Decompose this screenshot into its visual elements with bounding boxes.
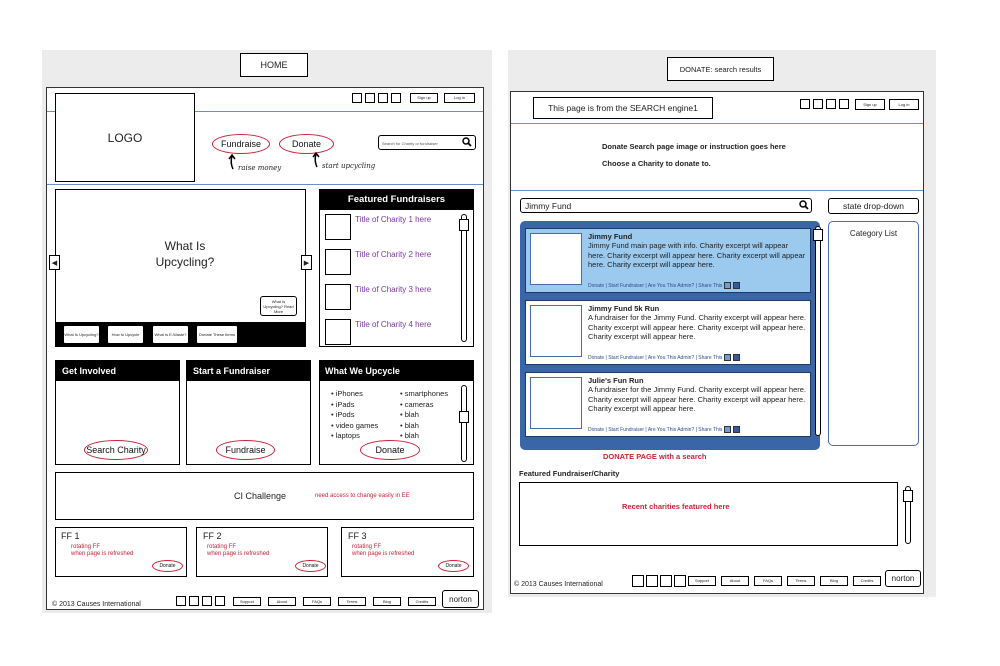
search-icon[interactable] (799, 200, 809, 210)
footer-link[interactable]: About (721, 576, 749, 586)
result-thumbnail (530, 377, 582, 429)
start-upcycling-note: start upcycling (322, 162, 376, 170)
signup-button[interactable]: Sign up (410, 93, 438, 103)
charity-thumbnail[interactable] (325, 284, 351, 310)
ff-note-line: rotating FF (71, 544, 101, 550)
social-square[interactable] (202, 596, 212, 606)
what-we-upcycle-heading: What We Upcycle (319, 360, 474, 381)
list-item: • iPads (331, 399, 355, 409)
home-tag: HOME (240, 53, 308, 77)
footer-link[interactable]: Blog (820, 576, 848, 586)
logo: LOGO (55, 93, 195, 182)
social-square[interactable] (378, 93, 388, 103)
upcycle-list (331, 389, 378, 442)
home-header-bottom-line (47, 184, 483, 185)
social-square[interactable] (352, 93, 362, 103)
list-item: • iPods (331, 410, 355, 419)
footer-link[interactable]: Support (233, 597, 261, 606)
featured-box (519, 482, 898, 546)
hero-tab[interactable]: What Is Upcycling? (63, 325, 100, 344)
result-links-text[interactable]: Donate | Start Fundraiser | Are You This Admin? | Share This (588, 426, 723, 433)
charity-title-link[interactable]: Title of Charity 2 here (355, 250, 432, 259)
social-square[interactable] (800, 99, 810, 109)
hero-title-line: Upcycling? (155, 255, 215, 269)
result-title[interactable]: Jimmy Fund 5k Run (588, 304, 660, 313)
hero-tab[interactable]: How to Upcycle (107, 325, 144, 344)
copyright: © 2013 Causes International (52, 601, 141, 608)
social-square[interactable] (646, 575, 658, 587)
social-square[interactable] (839, 99, 849, 109)
hero-title-line: What Is (164, 239, 206, 253)
ff-note (207, 544, 269, 558)
ci-challenge-note: need access to change easily in EE (315, 493, 410, 499)
donate-page-note: DONATE PAGE with a search (603, 452, 707, 461)
charity-title-link[interactable]: Title of Charity 1 here (355, 215, 432, 224)
social-square[interactable] (215, 596, 225, 606)
donate-instruction: Donate Search page image or instruction goes here (602, 142, 786, 151)
raise-money-note: raise money (238, 164, 282, 172)
result-title[interactable]: Julie's Fun Run (588, 376, 644, 385)
scrollbar-thumb[interactable] (903, 490, 913, 502)
ff-note-line: when page is refreshed (352, 551, 415, 557)
scrollbar-thumb[interactable] (459, 219, 469, 231)
login-button[interactable]: Log in (889, 99, 919, 110)
read-more-button[interactable]: What Is Upcycling? Read More (260, 296, 297, 316)
result-title[interactable]: Jimmy Fund (588, 232, 633, 241)
search-result-item[interactable] (525, 372, 811, 437)
ff-note-line: rotating FF (207, 544, 237, 550)
category-list-title: Category List (849, 229, 898, 238)
login-button[interactable]: Log in (444, 93, 475, 103)
search-input[interactable]: Search for Charity or fundraiser (378, 135, 476, 150)
hero-title (130, 238, 240, 270)
ff-title: FF 3 (348, 531, 367, 541)
state-dropdown[interactable]: state drop-down (828, 198, 919, 214)
charity-thumbnail[interactable] (325, 319, 351, 345)
footer-link[interactable]: Support (688, 576, 716, 586)
hero-tab[interactable]: What Is E-Waste? (152, 325, 189, 344)
footer-link[interactable]: About (268, 597, 296, 606)
norton-badge: norton (885, 570, 921, 587)
footer-link[interactable]: FAQs (754, 576, 782, 586)
scrollbar-thumb[interactable] (813, 229, 823, 241)
ff-donate-button[interactable]: Donate (438, 560, 469, 572)
result-links-text[interactable]: Donate | Start Fundraiser | Are You This Admin? | Share This (588, 354, 723, 361)
featured-note: Recent charities featured here (622, 502, 730, 511)
donate-tag: DONATE: search results (667, 57, 774, 81)
list-item: • iPhones (331, 389, 363, 398)
result-links[interactable] (588, 354, 740, 361)
scrollbar-thumb[interactable] (459, 411, 469, 423)
list-item: • blah (400, 410, 419, 419)
category-list (828, 221, 919, 446)
ff-note-line: when page is refreshed (71, 551, 134, 557)
result-thumbnail (530, 305, 582, 357)
search-input[interactable]: Jimmy Fund (520, 198, 812, 213)
social-square[interactable] (632, 575, 644, 587)
twitter-icon[interactable] (724, 354, 731, 361)
hero-tab[interactable]: Donate These Items (196, 325, 238, 344)
result-description: A fundraiser for the Jimmy Fund. Charity excerpt will appear here. Charity excerpt will appear here. Charity excerpt will appear here. Charity excerpt will appear here. (588, 313, 807, 341)
list-item: • blah (400, 431, 419, 440)
social-square[interactable] (660, 575, 672, 587)
ff-donate-button[interactable]: Donate (152, 560, 183, 572)
ff-note-line: when page is refreshed (207, 551, 270, 557)
charity-thumbnail[interactable] (325, 249, 351, 275)
facebook-icon[interactable] (733, 426, 740, 433)
footer-link[interactable]: Credits (853, 576, 881, 586)
results-scrollbar[interactable] (815, 226, 821, 436)
search-result-item[interactable] (525, 228, 811, 293)
footer-link[interactable]: Terms (787, 576, 815, 586)
social-square[interactable] (391, 93, 401, 103)
featured-scrollbar[interactable] (461, 214, 467, 342)
start-fundraiser-heading: Start a Fundraiser (186, 360, 311, 381)
charity-title-link[interactable]: Title of Charity 4 here (355, 320, 432, 329)
slider-prev-button[interactable]: ◀ (49, 255, 60, 270)
list-item: • cameras (400, 399, 434, 409)
charity-thumbnail[interactable] (325, 214, 351, 240)
list-item: • blah (400, 420, 419, 430)
fundraise-button[interactable]: Fundraise (216, 440, 275, 460)
facebook-icon[interactable] (733, 354, 740, 361)
copyright: © 2013 Causes International (514, 581, 603, 588)
social-square[interactable] (813, 99, 823, 109)
upcycle-list (400, 389, 448, 442)
result-description: A fundraiser for the Jimmy Fund. Charity excerpt will appear here. Charity excerpt will appear here. Charity excerpt will appear here. Charity excerpt will appear here. (588, 385, 807, 413)
norton-badge: norton (442, 590, 479, 608)
social-square[interactable] (176, 596, 186, 606)
donate-header-line (511, 123, 923, 124)
ff-note (352, 544, 414, 558)
list-item: • smartphones (400, 389, 449, 398)
social-square[interactable] (674, 575, 686, 587)
ff-note-line: rotating FF (352, 544, 382, 550)
ff-note (71, 544, 133, 558)
donate-button[interactable]: Donate (360, 440, 420, 460)
ci-challenge-title: CI Challenge (234, 491, 287, 501)
footer-link[interactable]: Blog (373, 597, 401, 606)
signup-button[interactable]: Sign up (855, 99, 885, 110)
twitter-icon[interactable] (724, 426, 731, 433)
ff-title: FF 2 (203, 531, 222, 541)
social-square[interactable] (189, 596, 199, 606)
featured-scrollbar[interactable] (905, 486, 911, 544)
donate-header-bottom-line (511, 190, 923, 191)
facebook-icon[interactable] (733, 282, 740, 289)
result-links[interactable] (588, 282, 740, 289)
slider-next-button[interactable]: ▶ (301, 255, 312, 270)
footer-link[interactable]: Terms (338, 597, 366, 606)
source-note: This page is from the SEARCH engine1 (533, 97, 713, 119)
result-links[interactable] (588, 426, 740, 433)
list-item: • laptops (331, 431, 360, 440)
featured-heading: Featured Fundraiser/Charity (519, 469, 620, 478)
social-square[interactable] (365, 93, 375, 103)
result-links-text[interactable]: Donate | Start Fundraiser | Are You This Admin? | Share This (588, 282, 723, 289)
list-item: • video games (331, 420, 379, 430)
search-result-item[interactable] (525, 300, 811, 365)
result-description: Jimmy Fund main page with info. Charity excerpt will appear here. Charity excerpt will appear here. Charity excerpt will appear here. Charity excerpt will appear here. (588, 241, 806, 269)
upcycle-scrollbar[interactable] (461, 385, 467, 462)
donate-instruction: Choose a Charity to donate to. (602, 159, 711, 168)
ff-title: FF 1 (61, 531, 80, 541)
footer-link[interactable]: Credits (408, 597, 436, 606)
fundraise-button[interactable]: Fundraise (212, 134, 270, 154)
twitter-icon[interactable] (724, 282, 731, 289)
ff-donate-button[interactable]: Donate (295, 560, 326, 572)
charity-title-link[interactable]: Title of Charity 3 here (355, 285, 432, 294)
get-involved-heading: Get Involved (55, 360, 180, 381)
footer-link[interactable]: FAQs (303, 597, 331, 606)
social-square[interactable] (826, 99, 836, 109)
featured-fundraisers-heading: Featured Fundraisers (319, 189, 474, 210)
search-icon[interactable] (462, 137, 472, 147)
donate-button[interactable]: Donate (279, 134, 334, 154)
search-charity-button[interactable]: Search Charity (84, 440, 148, 460)
result-thumbnail (530, 233, 582, 285)
